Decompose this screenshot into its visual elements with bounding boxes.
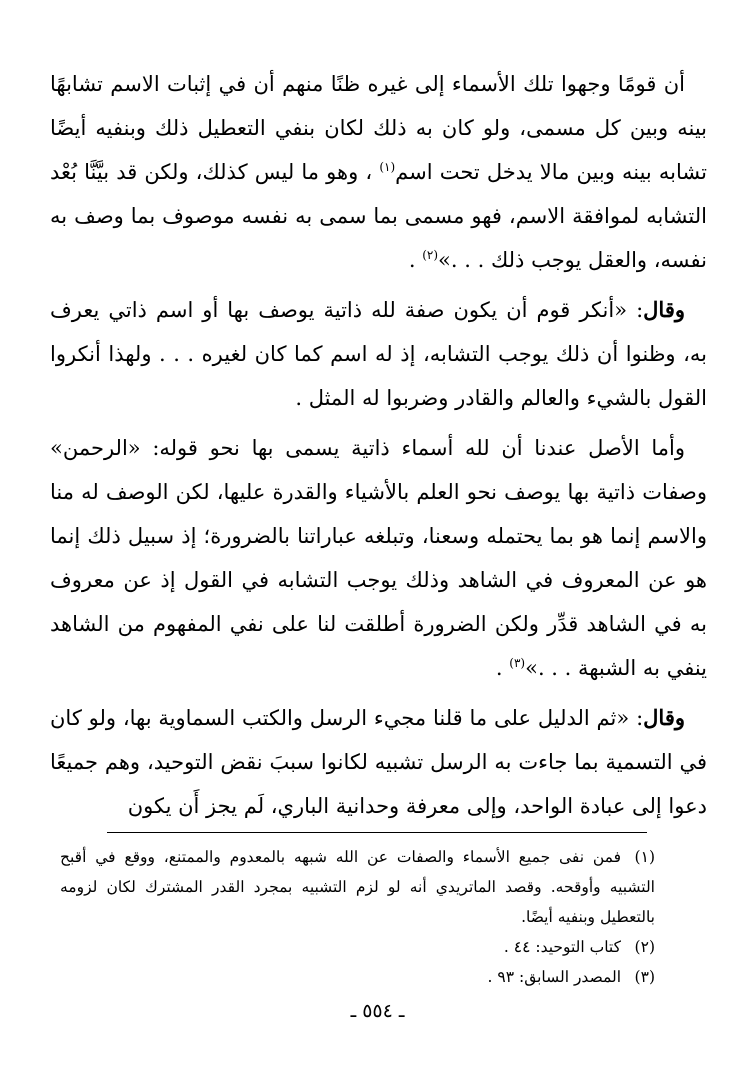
footnote-text: فمن نفى جميع الأسماء والصفات عن الله شبهه بالمعدوم والممتنع، ووقع في أقبح التشبيه وأوقحه. وقصد الماتريدي أنه لو لزم التشبيه بمجرد القدر المشترك لكان لزومه بالتعطيل وبنفيه أيضًا.: [60, 848, 655, 926]
footnote-3: [60, 962, 655, 992]
paragraph-1: أن قومًا وجهوا تلك الأسماء إلى غيره ظنًا منهم أن في إثبات الاسم تشابهًا بينه وبين كل مسمى، ولو كان به ذلك لكان بنفي التعطيل ذلك وبنفيه أيضًا تشابه بينه وبين مالا يدخل تحت اسم$^{(١)}$ ، وهو ما ليس كذلك، ولكن قد بيَّنَّا بُعْد التشابه لموافقة الاسم، فهو مسمى بما سمى به نفسه موصوف بما وصف به نفسه، والعقل يوجب ذلك . . .»$^{(٢)}$ .: [50, 72, 707, 272]
footnote-divider: [107, 832, 647, 833]
footnotes: [60, 842, 655, 992]
footnote-ref-1[interactable]: (١): [379, 160, 396, 174]
footnote-number: (١): [634, 848, 655, 866]
footnote-1: [60, 842, 655, 932]
paragraph-lead: وقال: [643, 297, 685, 322]
footnote-number: (٣): [634, 968, 655, 986]
paragraph-4: وقال: «ثم الدليل على ما قلنا مجيء الرسل والكتب السماوية بها، ولو كان في التسمية بما جاءت به الرسل تشبيه لكانوا سببَ نقض التوحيد، وهم جميعًا دعوا إلى عبادة الواحد، وإلى معرفة وحدانية الباري، لَم يجز أَن يكون: [50, 705, 707, 818]
paragraph-lead: وقال: [643, 705, 685, 730]
paragraph-2: وقال: «أنكر قوم أن يكون صفة لله ذاتية يوصف بها أو اسم ذاتي يعرف به، وظنوا أن ذلك يوجب التشابه، إذ له اسم كما كان لغيره . . . ولهذا أنكروا القول بالشيء والعالم والقادر وضربوا له المثل .: [50, 297, 707, 410]
footnote-text: كتاب التوحيد: ٤٤ .: [503, 938, 621, 956]
footnote-2: [60, 932, 655, 962]
footnote-ref-3[interactable]: (٣): [509, 656, 526, 670]
footnote-ref-2[interactable]: (٢): [422, 248, 439, 262]
paragraph-3: وأما الأصل عندنا أن لله أسماء ذاتية يسمى بها نحو قوله: «الرحمن» وصفات ذاتية بها يوصف نحو العلم بالأشياء والقدرة عليها، لكن الوصف له منا والاسم إنما هو بما يحتمله وسعنا، وتبلغه عباراتنا بالضرورة؛ إذ سبيل ذلك إنما هو عن المعروف في الشاهد وذلك يوجب التشابه في القول إذ عن معروف به في الشاهد قدِّر ولكن الضرورة أطلقت لنا على نفي المفهوم من الشاهد ينفي به الشبهة . . .»$^{(٣)}$ .: [50, 436, 707, 680]
footnote-text: المصدر السابق: ٩٣ .: [487, 968, 621, 986]
footnote-number: (٢): [634, 938, 655, 956]
page-number: ـ ٥٥٤ ـ: [350, 1000, 405, 1022]
main-text: [50, 62, 707, 828]
